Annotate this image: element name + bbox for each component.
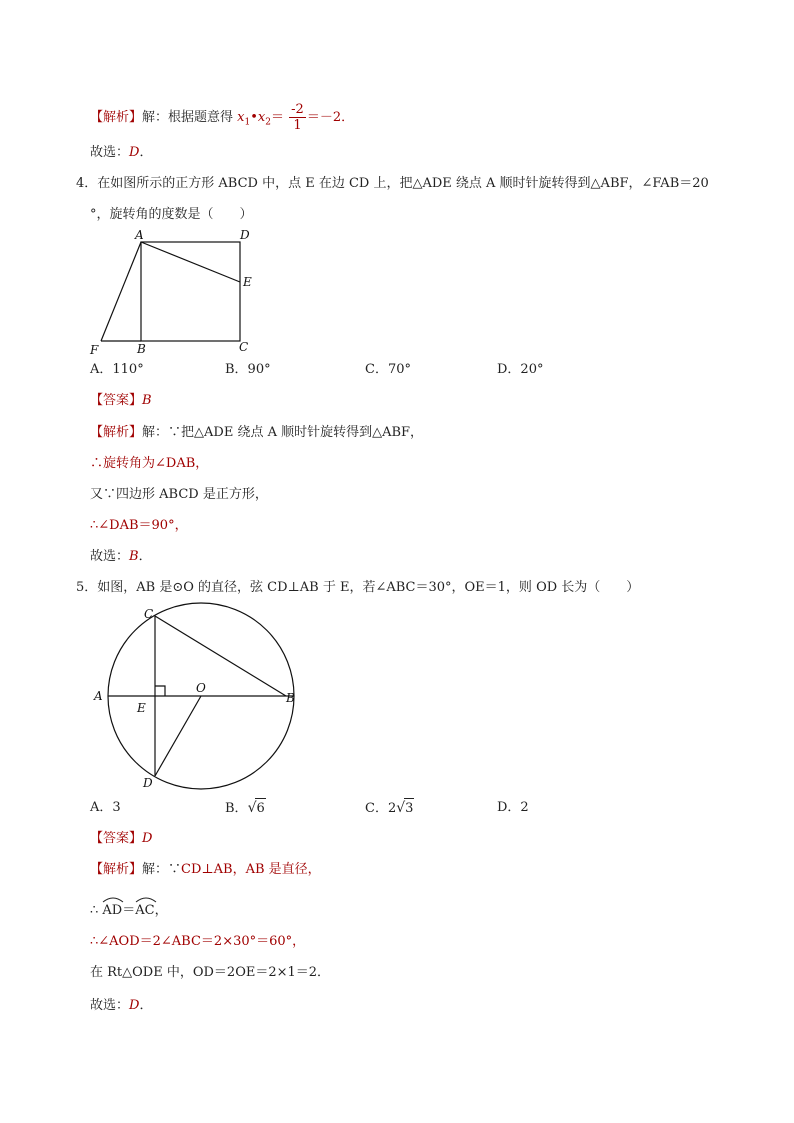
q5-option-a[interactable]: A．3: [90, 800, 121, 815]
fraction-numerator: -2: [291, 102, 304, 117]
q5-arc-line: [90, 897, 168, 921]
choose-label: 故选：: [90, 145, 130, 160]
label-b: B: [137, 342, 146, 356]
analysis-tag: 【解析】: [90, 110, 143, 125]
analysis-tag: 【解析】: [90, 862, 143, 877]
q4-option-a[interactable]: A．110°: [90, 362, 144, 377]
q5-analysis-line3: ∴∠AOD＝2∠ABC＝2×30°＝60°，: [90, 934, 306, 949]
label-e: E: [243, 275, 252, 289]
q4-stem-line1: 4．在如图所示的正方形 ABCD 中，点 E 在边 CD 上，把△ADE 绕点 A 顺时针旋转得到△ABF，∠FAB＝20: [76, 176, 709, 191]
analysis-text-b: CD⊥AB，AB 是直径，: [181, 862, 321, 877]
fraction-denominator: 1: [293, 118, 302, 133]
choose-value: B: [129, 549, 139, 564]
q5-option-c[interactable]: C．2√3: [365, 798, 414, 819]
therefore-symbol: ∴: [90, 903, 99, 918]
analysis-text: 解：∵把△ADE 绕点 A 顺时针旋转得到△ABF，: [142, 425, 424, 440]
arc-mark-icon: [102, 895, 124, 903]
option-b-prefix: B．: [225, 801, 248, 816]
q5-option-d[interactable]: D．2: [497, 800, 529, 815]
answer-tag: 【答案】: [90, 831, 143, 846]
x2: x: [257, 110, 266, 125]
fraction: [289, 102, 306, 133]
q4-answer-line: [90, 391, 152, 411]
analysis-tag: 【解析】: [90, 425, 143, 440]
q4-option-b[interactable]: B．90°: [225, 362, 271, 377]
x1-sub: 1: [244, 117, 251, 128]
choose-end: ．: [139, 998, 153, 1013]
arc-ad: [102, 897, 122, 921]
x2-sub: 2: [265, 117, 271, 128]
q4-option-d[interactable]: D．20°: [497, 362, 544, 377]
q3-choose-line: [90, 143, 152, 163]
answer-value: D: [142, 831, 153, 846]
equals: ＝: [271, 110, 285, 125]
q4-analysis-line3: 又∵四边形 ABCD 是正方形，: [90, 487, 268, 502]
q5-analysis-line4: 在 Rt△ODE 中，OD＝2OE＝2×1＝2．: [90, 965, 331, 980]
arc-mark-icon: [135, 895, 157, 903]
label-o: O: [196, 681, 206, 695]
label-c: C: [239, 340, 249, 354]
arc-end: ，: [154, 903, 168, 918]
label-c: C: [144, 607, 154, 621]
q4-analysis-line2: ∴旋转角为∠DAB，: [90, 456, 209, 471]
choose-value: D: [129, 145, 140, 160]
q5-answer-line: [90, 829, 152, 849]
label-b: B: [286, 691, 295, 705]
arc-ac-label: AC: [135, 903, 155, 918]
q4-analysis-line1: [90, 423, 423, 443]
option-c-prefix: C．2: [365, 801, 397, 816]
arc-ac: [135, 897, 154, 921]
q4-option-c[interactable]: C．70°: [365, 362, 411, 377]
label-e: E: [137, 701, 146, 715]
answer-tag: 【答案】: [90, 393, 143, 408]
dot: •: [250, 110, 258, 125]
result: ＝－2．: [306, 110, 355, 125]
label-a: A: [94, 689, 103, 703]
q5-stem: 5．如图，AB 是⊙O 的直径，弦 CD⊥AB 于 E，若∠ABC＝30°，OE＝1，则 OD 长为（ ）: [76, 580, 640, 595]
choose-label: 故选：: [90, 549, 130, 564]
analysis-text-a: 解：∵: [142, 862, 182, 877]
x1: x: [237, 110, 245, 125]
q4-stem-line2: °，旋转角的度数是（ ）: [90, 207, 253, 222]
option-c-radicand: 3: [404, 798, 414, 819]
answer-value: B: [142, 393, 152, 408]
choose-end: ．: [138, 549, 152, 564]
q5-circle-figure: [90, 602, 305, 792]
q4-square-figure: [80, 226, 270, 358]
choose-value: D: [129, 998, 140, 1013]
q5-choose-line: [90, 996, 152, 1016]
q5-option-b[interactable]: B．√6: [225, 798, 266, 819]
q4-analysis-line4: ∴∠DAB＝90°，: [90, 518, 188, 533]
q5-analysis-line1: [90, 860, 321, 880]
analysis-text: 解：根据题意得: [142, 110, 234, 125]
label-f: F: [90, 343, 99, 357]
q4-choose-line: [90, 547, 152, 567]
arc-ad-label: AD: [102, 903, 123, 918]
choose-label: 故选：: [90, 998, 130, 1013]
label-d: D: [143, 776, 153, 790]
label-d: D: [240, 228, 250, 242]
option-b-radicand: 6: [255, 798, 265, 819]
choose-end: ．: [139, 145, 153, 160]
q3-analysis-line: [90, 102, 354, 133]
label-a: A: [135, 228, 144, 242]
arc-equals: ＝: [122, 903, 136, 918]
